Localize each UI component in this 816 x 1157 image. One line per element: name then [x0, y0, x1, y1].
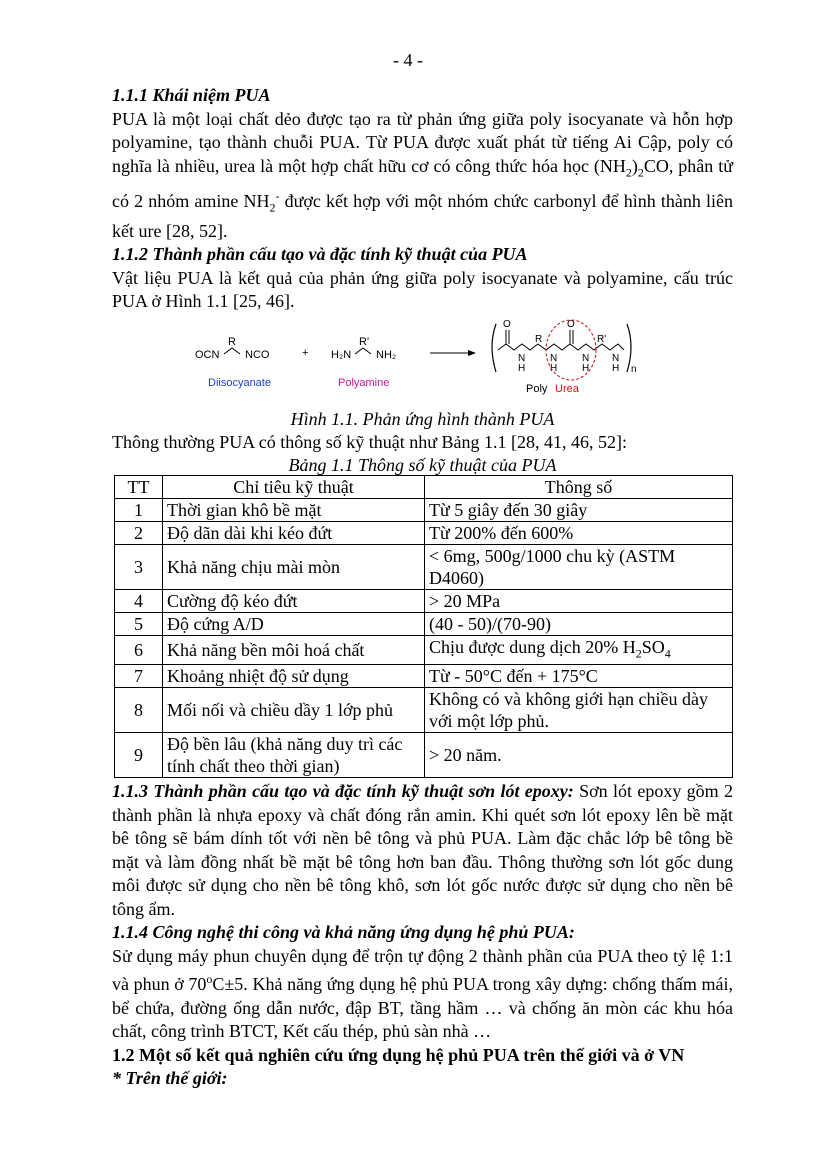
urea-h-1: H	[550, 362, 558, 374]
product-r: R	[535, 333, 543, 345]
cell-value: Từ 5 giây đến 30 giây	[425, 498, 733, 521]
diisocyanate-r: R	[228, 335, 236, 348]
cell-tt: 8	[115, 688, 163, 733]
left-bracket	[492, 324, 496, 372]
cell-tt: 4	[115, 589, 163, 612]
diisocyanate-right: NCO	[245, 348, 270, 361]
table-header-row	[115, 475, 733, 498]
paragraph-epoxy-primer: 1.1.3 Thành phần cấu tạo và đặc tính kỹ thuật sơn lót epoxy: Sơn lót epoxy gồm 2 thành phần là nhựa epoxy và chất đóng rắn amin. Khi quét sơn lót epoxy lên bề mặt bê tông sẽ bám dính tốt với nền bê tông và phủ PUA. Làm đặc chắc lớp bê tông bề mặt và làm đồng nhất bề mặt bê tông hơn ban đầu. Thông thường sơn lót gốc dung môi được sử dụng cho nền bê tông khô, sơn lót gốc nước được sử dụng cho nền bê tông ẩm.	[112, 781, 733, 919]
plus-sign: +	[302, 346, 309, 359]
urea-n-2: N	[582, 352, 590, 364]
pua-reaction-diagram	[112, 316, 733, 408]
cell-tt: 6	[115, 635, 163, 665]
paragraph-pua-concept: PUA là một loại chất dẻo được tạo ra từ phản ứng giữa poly isocyanate và hỗn hợp polyamine, tạo thành chuỗi PUA. Từ PUA được xuất phát từ tiếng Ai Cập, poly có nghĩa là nhiều, urea là một hợp chất hữu cơ có công thức hóa học $(NH_2)_2CO$, phân tử có 2 nhóm amine $NH_2^-$ được kết hợp với một nhóm chức carbonyl để hình thành liên kết ure [28, 52].	[112, 108, 733, 241]
document-body	[112, 84, 733, 1091]
diisocyanate-label: Diisocyanate	[208, 376, 271, 389]
cell-criterion: Độ bền lâu (khả năng duy trì các tính chất theo thời gian)	[163, 733, 425, 778]
table-row	[115, 635, 733, 665]
amide-h-1: H	[518, 362, 526, 374]
figure-caption: Hình 1.1. Phản ứng hình thành PUA	[290, 408, 555, 429]
cell-value: Từ - 50°C đến + 175°C	[425, 665, 733, 688]
carbonyl-o-1: O	[503, 318, 511, 330]
heading-1-1-1: 1.1.1 Khái niệm PUA	[112, 85, 271, 105]
reaction-figure	[112, 316, 733, 408]
heading-1-1-4: 1.1.4 Công nghệ thi công và khả năng ứng dụng hệ phủ PUA:	[112, 922, 575, 943]
repeat-n: n	[631, 363, 637, 375]
poly-label: Poly	[526, 382, 548, 395]
cell-criterion: Thời gian khô bề mặt	[163, 498, 425, 521]
pua-spec-table	[114, 475, 733, 779]
table-row	[115, 665, 733, 688]
cell-value: > 20 năm.	[425, 733, 733, 778]
cell-value: > 20 MPa	[425, 589, 733, 612]
urea-label: Urea	[555, 382, 579, 395]
cell-tt: 9	[115, 733, 163, 778]
amide-n-1: N	[518, 352, 526, 364]
cell-criterion: Độ dãn dài khi kéo đứt	[163, 521, 425, 544]
header-tt: TT	[115, 475, 163, 498]
heading-1-1-3: 1.1.3 Thành phần cấu tạo và đặc tính kỹ thuật sơn lót epoxy:	[112, 781, 574, 802]
cell-criterion: Khả năng chịu mài mòn	[163, 544, 425, 589]
heading-1-2: 1.2 Một số kết quả nghiên cứu ứng dụng hệ phủ PUA trên thế giới và ở VN	[112, 1044, 685, 1065]
polyamine-label: Polyamine	[338, 376, 390, 389]
cell-value: Chịu được dung dịch 20% $H_2SO_4$	[425, 635, 733, 665]
cell-tt: 5	[115, 612, 163, 635]
cell-tt: 2	[115, 521, 163, 544]
page-number: - 4 -	[393, 50, 423, 70]
table-row	[115, 521, 733, 544]
table-row	[115, 733, 733, 778]
table-caption: Bảng 1.1 Thông số kỹ thuật của PUA	[288, 454, 557, 475]
table-row	[115, 688, 733, 733]
header-criterion: Chỉ tiêu kỹ thuật	[163, 475, 425, 498]
polyamine-right: NH₂	[376, 348, 397, 361]
table-row	[115, 498, 733, 521]
cell-value: (40 - 50)/(70-90)	[425, 612, 733, 635]
paragraph-application: Sử dụng máy phun chuyên dụng để trộn tự động 2 thành phần của PUA theo tỷ lệ 1:1 và phun ở $70^oC\pm 5$. Khả năng ứng dụng hệ phủ PUA trong xây dựng: chống thấm mái, bể chứa, đường ống dẫn nước, đập BT, tầng hầm … và chống ăn mòn các khu hóa chất, công trình BTCT, Kết cấu thép, phủ sàn nhà …	[112, 945, 733, 1042]
urea-h-2: H	[582, 362, 590, 374]
paragraph-pua-structure: Vật liệu PUA là kết quả của phản ứng giữa poly isocyanate và polyamine, cấu trúc PUA ở Hình 1.1 [25, 46].	[112, 267, 733, 312]
urea-n-1: N	[550, 352, 558, 364]
cell-criterion: Cường độ kéo đứt	[163, 589, 425, 612]
table-intro: Thông thường PUA có thông số kỹ thuật như Bảng 1.1 [28, 41, 46, 52]:	[112, 432, 628, 453]
table-row	[115, 544, 733, 589]
cell-criterion: Mối nối và chiều dầy 1 lớp phủ	[163, 688, 425, 733]
amide-n-2: N	[612, 352, 620, 364]
cell-value: < 6mg, 500g/1000 chu kỳ (ASTM D4060)	[425, 544, 733, 589]
table-row	[115, 589, 733, 612]
cell-tt: 7	[115, 665, 163, 688]
cell-value: Không có và không giới hạn chiều dày với một lớp phủ.	[425, 688, 733, 733]
cell-value: Từ 200% đến 600%	[425, 521, 733, 544]
polyamine-r: R'	[359, 335, 370, 348]
cell-criterion: Khả năng bền môi hoá chất	[163, 635, 425, 665]
cell-criterion: Độ cứng A/D	[163, 612, 425, 635]
heading-1-1-2: 1.1.2 Thành phần cấu tạo và đặc tính kỹ thuật của PUA	[112, 244, 528, 265]
cell-criterion: Khoảng nhiệt độ sử dụng	[163, 665, 425, 688]
amide-h-2: H	[612, 362, 620, 374]
table-row	[115, 612, 733, 635]
heading-world: * Trên thế giới:	[112, 1068, 228, 1089]
diisocyanate-left: OCN	[195, 348, 220, 361]
product-r-prime: R'	[597, 333, 607, 345]
cell-tt: 3	[115, 544, 163, 589]
polyamine-left: H₂N	[331, 348, 352, 361]
header-value: Thông số	[425, 475, 733, 498]
arrow-head	[468, 350, 476, 356]
cell-tt: 1	[115, 498, 163, 521]
carbonyl-o-2: O	[567, 318, 575, 330]
